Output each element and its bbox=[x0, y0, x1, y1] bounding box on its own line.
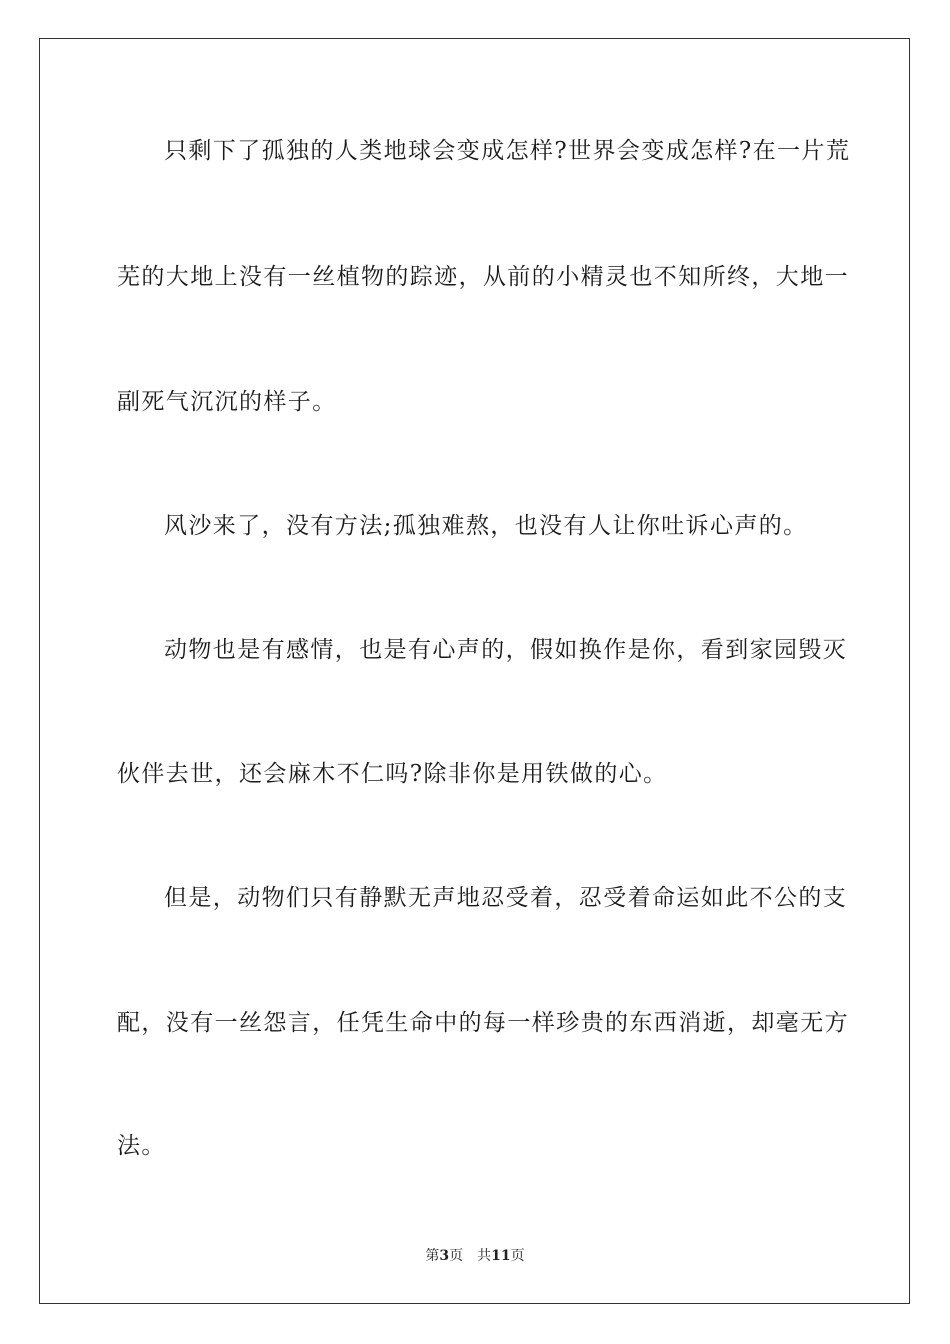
page-label-prefix: 第 bbox=[425, 1248, 440, 1264]
text-line: 只剩下了孤独的人类地球会变成怎样?世界会变成怎样?在一片荒 bbox=[164, 138, 851, 164]
text-line: 配，没有一丝怨言，任凭生命中的每一样珍贵的东西消逝，却毫无方 bbox=[117, 1010, 849, 1036]
total-label-suffix: 页 bbox=[510, 1248, 525, 1264]
text-line: 法。 bbox=[117, 1133, 166, 1159]
text-line: 动物也是有感情，也是有心声的，假如换作是你，看到家园毁灭 bbox=[164, 637, 848, 663]
page-footer bbox=[0, 1247, 950, 1265]
text-line: 副死气沉沉的样子。 bbox=[117, 389, 337, 415]
page-border bbox=[39, 38, 910, 1304]
text-line: 但是，动物们只有静默无声地忍受着，忍受着命运如此不公的支 bbox=[164, 885, 848, 911]
page-number: 3 bbox=[439, 1248, 450, 1264]
total-pages: 11 bbox=[491, 1248, 511, 1264]
total-label-prefix: 共 bbox=[477, 1248, 492, 1264]
text-line: 芜的大地上没有一丝植物的踪迹，从前的小精灵也不知所终，大地一 bbox=[117, 264, 849, 290]
text-line: 伙伴去世，还会麻木不仁吗?除非你是用铁做的心。 bbox=[117, 761, 668, 787]
text-line: 风沙来了，没有方法;孤独难熬，也没有人让你吐诉心声的。 bbox=[164, 513, 808, 539]
page-label-suffix: 页 bbox=[449, 1248, 464, 1264]
